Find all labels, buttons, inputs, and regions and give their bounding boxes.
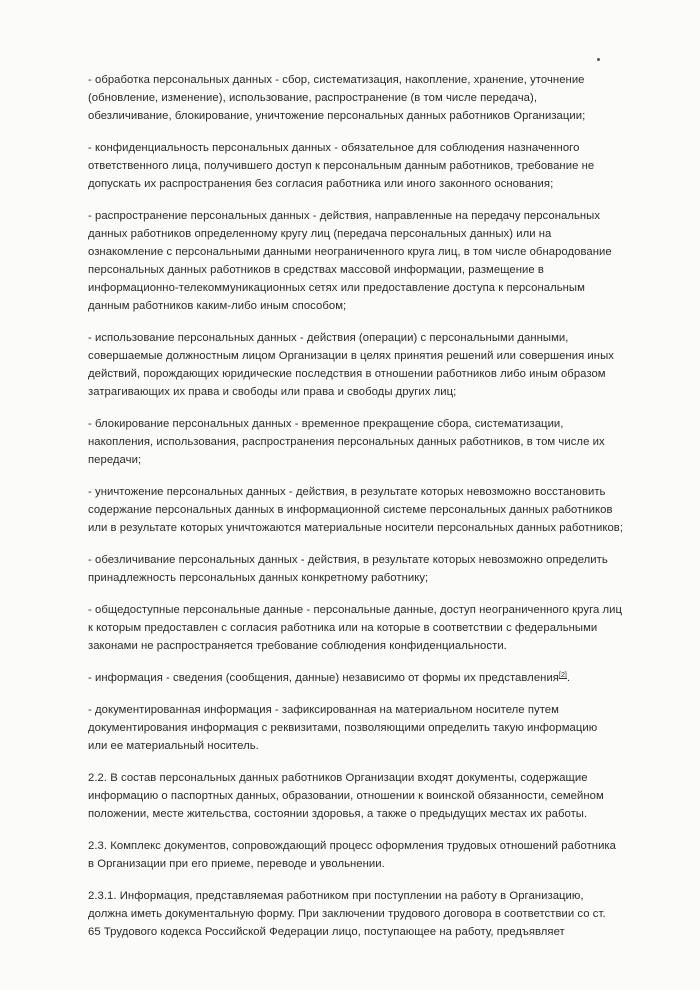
text-line: передачи; — [88, 454, 142, 466]
section-2-3-1 — [88, 887, 680, 941]
text-line: - обезличивание персональных данных - действия, в результате которых невозможно определить — [88, 554, 608, 566]
text-line: - использование персональных данных - действия (операции) с персональными данными, — [88, 332, 569, 344]
text-line: допускать их распространения без согласия работника или иного законного основания; — [88, 178, 554, 190]
text-line-body: - информация - сведения (сообщения, данные) независимо от формы их представления — [88, 672, 559, 684]
text-line: информацию о паспортных данных, образовании, отношении к воинской обязанности, семейном — [88, 790, 604, 802]
text-line: документирования информация с реквизитами, позволяющими определить такую информацию — [88, 722, 598, 734]
text-line: ответственного лица, получившего доступ к персональным данным работников, требование не — [88, 160, 595, 172]
text-line: 2.2. В состав персональных данных работников Организации входят документы, содержащие — [88, 772, 588, 784]
text-line: содержание персональных данных в информационной системе персональных данных работников — [88, 504, 613, 516]
text-line: должна иметь документальную форму. При заключении трудового договора в соответствии со ст. — [88, 908, 606, 920]
definition-information — [88, 669, 680, 687]
text-line: обезличивание, блокирование, уничтожение персональных данных работников Организации; — [88, 110, 586, 122]
section-2-2 — [88, 769, 680, 823]
text-line: (обновление, изменение), использование, распространение (в том числе передача), — [88, 92, 538, 104]
text-line: персональных данных работников в средствах массовой информации, размещение в — [88, 264, 544, 276]
definition-blocking — [88, 415, 680, 469]
definition-documented-info — [88, 701, 680, 755]
definition-distribution — [88, 207, 680, 315]
text-line: - блокирование персональных данных - временное прекращение сбора, систематизации, — [88, 418, 564, 430]
section-2-3 — [88, 837, 680, 873]
text-line: в Организации при его приеме, переводе и увольнении. — [88, 858, 385, 870]
scan-speck — [597, 58, 600, 61]
definition-processing — [88, 71, 680, 125]
definition-destruction — [88, 483, 680, 537]
text-line: совершаемые должностным лицом Организации в целях принятия решений или совершения иных — [88, 350, 614, 362]
text-line: информационно-телекоммуникационных сетях или предоставление доступа к персональным — [88, 282, 585, 294]
text-line: законами не распространяется требование соблюдения конфиденциальности. — [88, 640, 507, 652]
text-line: - конфиденциальность персональных данных - обязательное для соблюдения назначенного — [88, 142, 580, 154]
definition-public-data — [88, 601, 680, 655]
text-line: затрагивающих их права и свободы или права и свободы других лиц; — [88, 386, 457, 398]
definition-depersonalization — [88, 551, 680, 587]
text-line: данным работников каким-либо иным способом; — [88, 300, 347, 312]
text-line: 2.3. Комплекс документов, сопровождающий процесс оформления трудовых отношений работника — [88, 840, 617, 852]
text-line: положении, месте жительства, состоянии здоровья, а также о предыдущих местах их работы. — [88, 808, 588, 820]
definition-confidentiality — [88, 139, 680, 193]
text-line: - документированная информация - зафиксированная на материальном носителе путем — [88, 704, 559, 716]
text-line: или в результате которых уничтожаются материальные носители персональных данных работников; — [88, 522, 624, 534]
text-line: накопления, использования, распространения персональных данных работников, в том числе их — [88, 436, 605, 448]
text-line: ознакомление с персональными данными неограниченного круга лиц, в том числе обнародование — [88, 246, 612, 258]
text-line: действий, порождающих юридические последствия в отношении работников либо иным образом — [88, 368, 606, 380]
text-line-tail: . — [566, 672, 571, 684]
text-line: - общедоступные персональные данные - персональные данные, доступ неограниченного круга лиц — [88, 604, 623, 616]
text-line: 65 Трудового кодекса Российской Федерации лицо, поступающее на работу, предъявляет — [88, 926, 565, 938]
definition-use — [88, 329, 680, 401]
text-line: - уничтожение персональных данных - действия, в результате которых невозможно восстановить — [88, 486, 606, 498]
text-line: принадлежность персональных данных конкретному работнику; — [88, 572, 429, 584]
text-line: данных работников определенному кругу лиц (передача персональных данных) или на — [88, 228, 552, 240]
text-line: или ее материальный носитель. — [88, 740, 259, 752]
text-line: - обработка персональных данных - сбор, систематизация, накопление, хранение, уточнение — [88, 74, 585, 86]
text-line: к которым предоставлен с согласия работника или на которые в соответствии с федеральными — [88, 622, 598, 634]
text-line — [88, 669, 680, 687]
footnote-ref[interactable]: [2] — [558, 672, 567, 679]
text-line: 2.3.1. Информация, представляемая работником при поступлении на работу в Организацию, — [88, 890, 584, 902]
text-line: - распространение персональных данных - действия, направленные на передачу персональных — [88, 210, 601, 222]
